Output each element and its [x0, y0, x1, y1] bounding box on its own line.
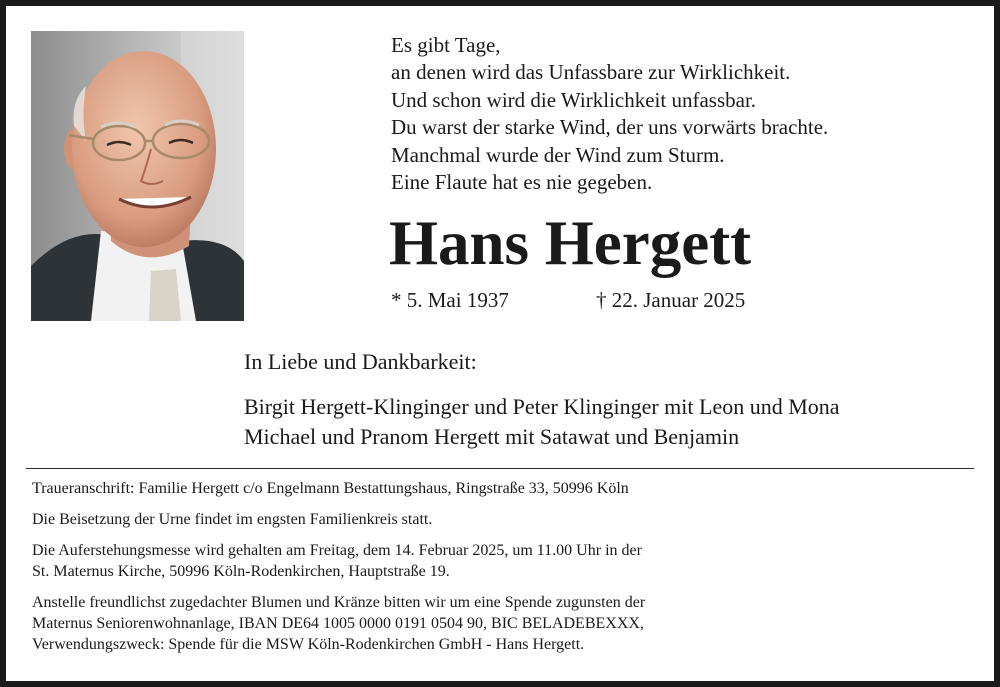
- poem-line: Es gibt Tage,: [391, 33, 501, 57]
- divider: [26, 468, 974, 469]
- mourner-line: Birgit Hergett-Klinginger und Peter Klinginger mit Leon und Mona: [244, 394, 840, 419]
- birth-date: * 5. Mai 1937: [391, 288, 509, 312]
- poem-line: an denen wird das Unfassbare zur Wirklichkeit.: [391, 60, 791, 85]
- portrait-icon: [31, 31, 244, 321]
- portrait-photo: [31, 31, 244, 321]
- donation-line: Anstelle freundlichst zugedachter Blumen und Kränze bitten wir um eine Spende zugunsten der: [32, 594, 646, 611]
- death-date: † 22. Januar 2025: [596, 288, 746, 312]
- poem-line: Und schon wird die Wirklichkeit unfassbar.: [391, 87, 757, 112]
- donation-line: Maternus Seniorenwohnanlage, IBAN DE64 1005 0000 0191 0504 90, BIC BELADEBEXXX,: [32, 615, 644, 632]
- mass-line: St. Maternus Kirche, 50996 Köln-Rodenkirchen, Hauptstraße 19.: [32, 563, 450, 580]
- donation-line: Verwendungszweck: Spende für die MSW Köln-Rodenkirchen GmbH - Hans Hergett.: [32, 636, 585, 653]
- mourner-line: Michael und Pranom Hergett mit Satawat und Benjamin: [244, 424, 740, 449]
- mass-notice: [32, 540, 962, 582]
- mourners-list: [244, 392, 840, 452]
- mourners-intro: In Liebe und Dankbarkeit:: [244, 349, 477, 374]
- mourning-address: Traueranschrift: Familie Hergett c/o Engelmann Bestattungshaus, Ringstraße 33, 50996 Köln: [32, 480, 629, 497]
- mass-line: Die Auferstehungsmesse wird gehalten am Freitag, dem 14. Februar 2025, um 11.00 Uhr in der: [32, 542, 642, 559]
- poem-line: Du warst der starke Wind, der uns vorwärts brachte.: [391, 115, 829, 140]
- burial-notice: Die Beisetzung der Urne findet im engsten Familienkreis statt.: [32, 511, 433, 528]
- deceased-name: Hans Hergett: [389, 208, 752, 278]
- memorial-poem: [391, 32, 971, 196]
- poem-line: Eine Flaute hat es nie gegeben.: [391, 170, 653, 195]
- donation-notice: [32, 592, 962, 655]
- poem-line: Manchmal wurde der Wind zum Sturm.: [391, 142, 725, 167]
